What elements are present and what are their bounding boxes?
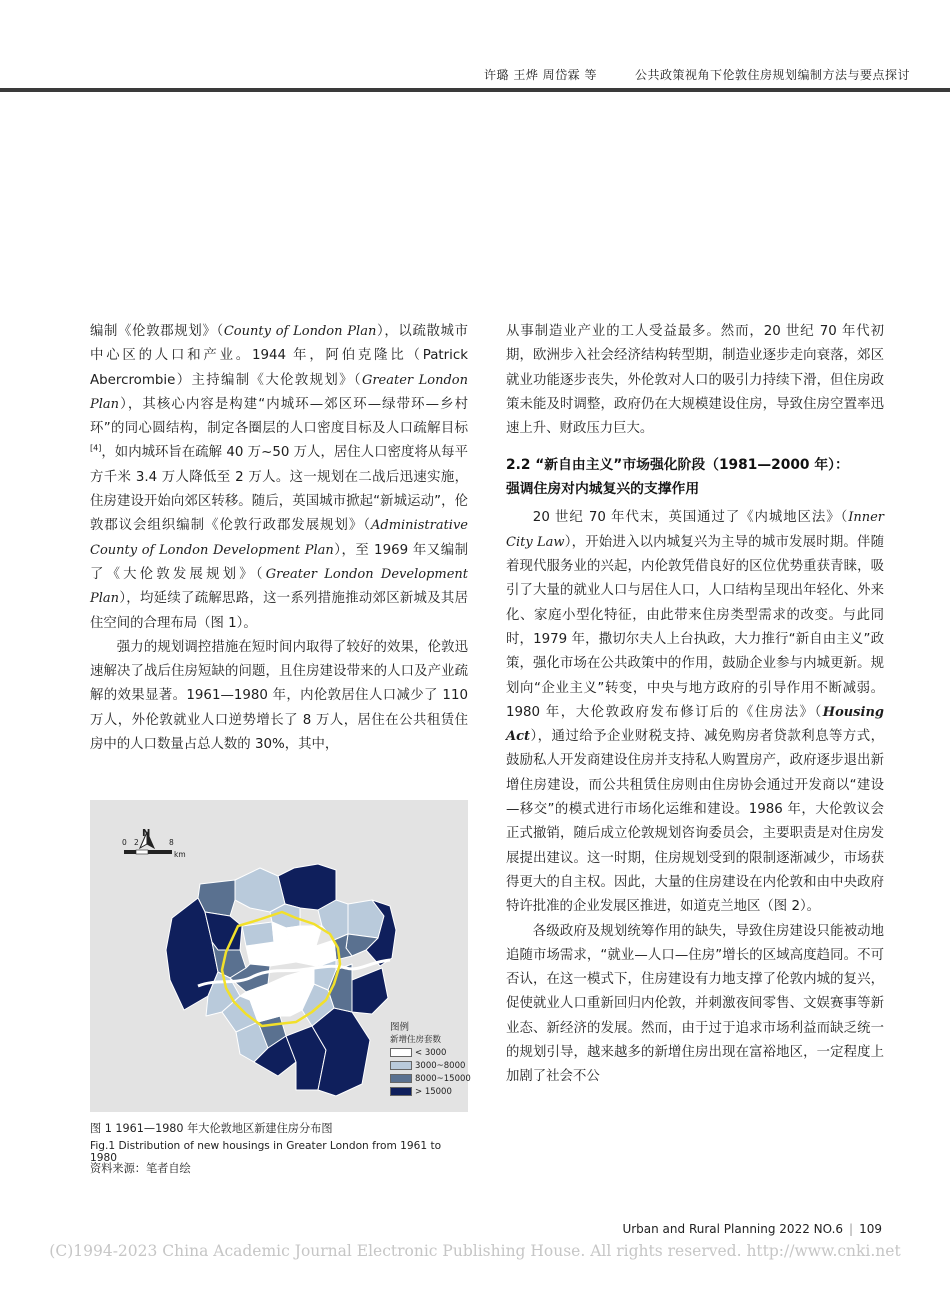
- figure-caption-cn: 图 1 1961—1980 年大伦敦地区新建住房分布图: [90, 1122, 333, 1135]
- legend-title: 图例: [390, 1022, 410, 1033]
- legend-swatch: [390, 1048, 412, 1057]
- paragraph: 20 世纪 70 年代末，英国通过了《内城地区法》（Inner City Law），开始进入以内城复兴为主导的城市发展时期。伴随着现代服务业的兴起，内伦敦凭借良好的区位优势重获青睐，吸引了大量的就业人口与居住人口，人口结构呈现出年轻化、外来化、家庭小型化特征，由此带来住房类型需求的改变。与此同时，1979 年，撒切尔夫人上台执政，大力推行“新自由主义”政策，强化市场在公共政策中的作用，鼓励企业参与内城更新。规划向“企业主义”转变，中央与地方政府的引导作用不断减弱。1980 年，大伦敦政府发布修订后的《住房法》（Housing Act），通过给予企业财税支持、减免购房者贷款利息等方式，鼓励私人开发商建设住房并支持私人购置房产，政府逐步退出新增住房建设，而公共租赁住房则由住房协会通过开发商以“建设—移交”的模式进行市场化运维和建设。1986 年，大伦敦议会正式撤销，随后成立伦敦规划咨询委员会，主要职责是对住房发展提出建议。这一时期，住房规划受到的限制逐渐减少，市场获得更大的自主权。因此，大量的住房建设在内伦敦和由中央政府特许批准的企业发展区推进，如道克兰地区（图 2）。: [506, 510, 884, 915]
- borough-hackney: [286, 926, 322, 946]
- scale-tick: 8: [169, 838, 174, 847]
- legend-swatch: [390, 1061, 412, 1070]
- figure-source: 资料来源：笔者自绘: [90, 1162, 191, 1175]
- legend-swatch: [390, 1087, 412, 1096]
- running-header: [484, 66, 910, 83]
- legend-subtitle: 新增住房套数: [390, 1035, 442, 1045]
- scale-bar: [124, 850, 172, 854]
- borough-city-westminster: [246, 942, 296, 966]
- journal-name: Urban and Rural Planning 2022 NO.6: [622, 1222, 844, 1236]
- north-label: N: [142, 828, 151, 839]
- scale-tick: 4: [146, 838, 151, 847]
- figure-1-map: [90, 800, 471, 1112]
- legend-item: < 3000: [390, 1046, 471, 1059]
- scale-tick: 0: [122, 838, 127, 847]
- borough-bexley: [352, 968, 388, 1014]
- paragraph: 强力的规划调控措施在短时间内取得了较好的效果，伦敦迅速解决了战后住房短缺的问题，且住房建设带来的人口及产业疏解的效果显著。1961—1980 年，内伦敦居住人口减少了 110 万人，外伦敦就业人口逆势增长了 8 万人，居住在公共租赁住房中的人口数量占总人数的 30%，其中，: [90, 639, 468, 753]
- paragraph: 编制《伦敦郡规划》（County of London Plan），以疏散城市中心区的人口和产业。1944 年，阿伯克隆比（Patrick Abercrombie）主持编制《大伦敦规划》（Greater London Plan），其核心内容是构建“内城环—郊区环—绿带环—乡村环”的同心圆结构，制定各圈层的人口密度目标及人口疏解目标[4]，如内城环旨在疏解 40 万~50 万人，居住人口密度将从每平方千米 3.4 万人降低至 2 万人。这一规划在二战后迅速实施，住房建设开始向郊区转移。随后，英国城市掀起“新城运动”，伦敦郡议会组织编制《伦敦行政郡发展规划》（Administrative County of London Development Plan），至 1969 年又编制了《大伦敦发展规划》（Greater London Development Plan），均延续了疏解思路，这一系列措施推动郊区新城及其居住空间的合理布局（图 1）。: [90, 324, 468, 631]
- figure-caption-en: Fig.1 Distribution of new housings in Greater London from 1961 to 1980: [90, 1140, 442, 1164]
- citation: [4]: [90, 444, 102, 454]
- legend-swatch: [390, 1074, 412, 1083]
- left-column: [90, 320, 468, 757]
- copyright-watermark: (C)1994-2023 China Academic Journal Electronic Publishing House. All rights reserved. http://www.cnki.net: [49, 1242, 901, 1260]
- borough-enfield: [278, 864, 336, 910]
- paragraph: 各级政府及规划统筹作用的缺失，导致住房建设只能被动地追随市场需求，“就业—人口—住房”增长的区域高度趋同。不可否认，在这一模式下，住房建设有力地支撑了伦敦内城的复兴，促使就业人口重新回归内伦敦，并刺激夜间零售、文娱赛事等新业态、新经济的发展。然而，由于过于追求市场利益而缺乏统一的规划引导，越来越多的新增住房出现在富裕地区，一定程度上加剧了社会不公: [506, 923, 884, 1085]
- right-column: [506, 320, 884, 1090]
- page-footer: Urban and Rural Planning 2022 NO.6 | 109: [622, 1222, 882, 1236]
- legend-item: > 15000: [390, 1085, 471, 1098]
- paragraph: 从事制造业产业的工人受益最多。然而，20 世纪 70 年代初期，欧洲步入社会经济结构转型期，制造业逐步走向衰落，郊区就业功能逐步丧失，外伦敦对人口的吸引力持续下滑，但住房政策未能及时调整，政府仍在大规模建设住房，导致住房空置率迅速上升、财政压力巨大。: [506, 324, 884, 437]
- header-authors: 许璐 王烨 周岱霖 等: [484, 68, 597, 82]
- legend-item: 8000~15000: [390, 1072, 471, 1085]
- borough-barnet: [235, 868, 285, 912]
- legend-item: 3000~8000: [390, 1059, 471, 1072]
- map-legend: [390, 1022, 471, 1098]
- scale-unit: km: [174, 850, 186, 859]
- header-article-title: 公共政策视角下伦敦住房规划编制方法与要点探讨: [634, 68, 910, 82]
- page-number: 109: [859, 1222, 882, 1236]
- header-rule: [0, 88, 950, 92]
- scale-tick: 2: [134, 838, 139, 847]
- section-heading: 2.2 “新自由主义”市场强化阶段（1981—2000 年）： 强调住房对内城复兴的支撑作用: [506, 457, 849, 498]
